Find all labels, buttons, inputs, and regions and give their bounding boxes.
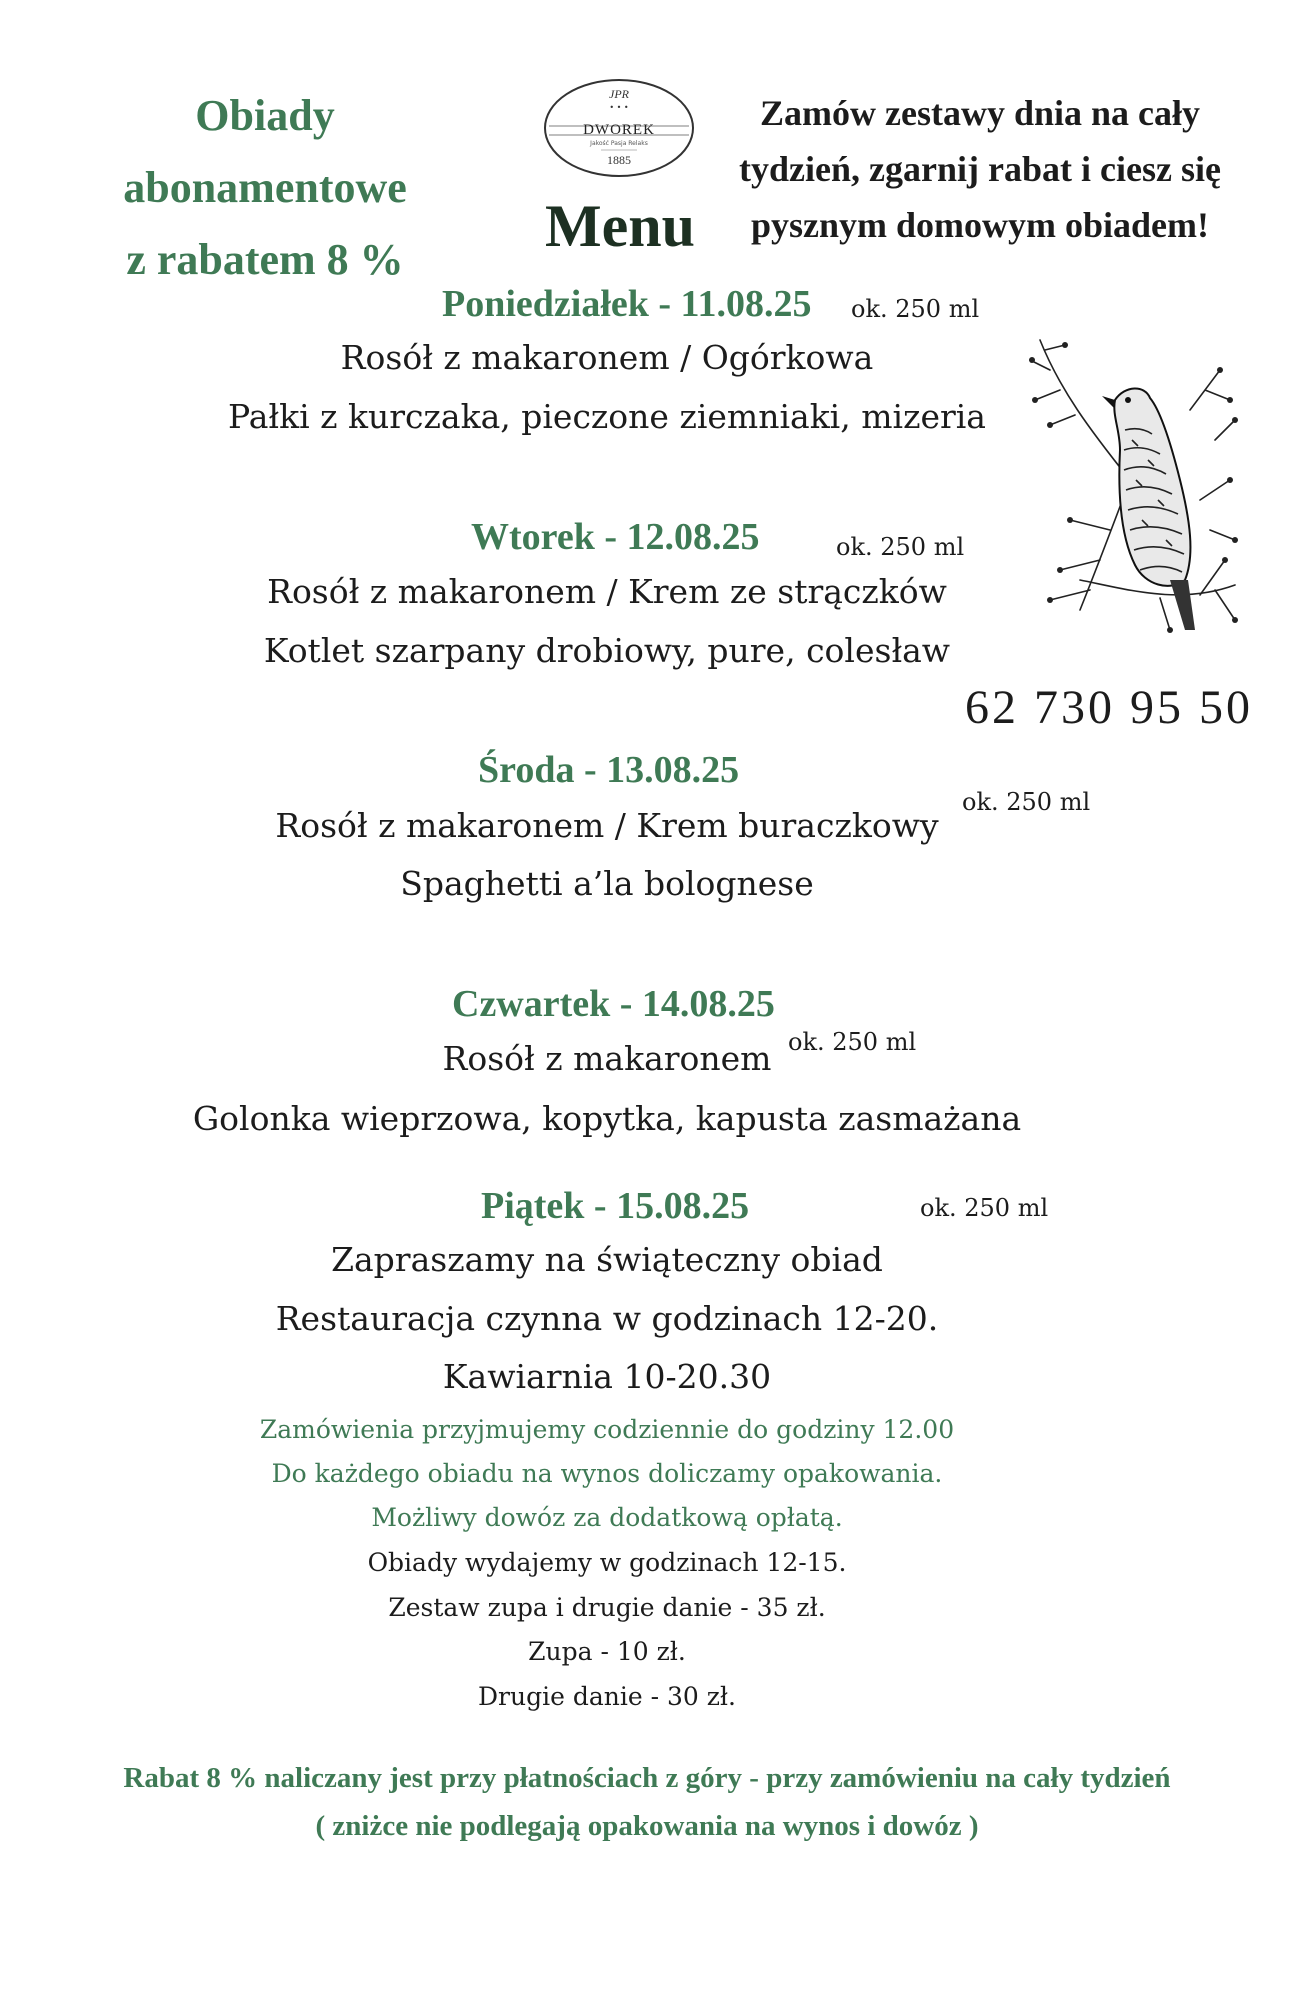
volume-friday: ok. 250 ml (920, 1194, 1049, 1222)
promo-left (70, 80, 460, 296)
dish-soup-thursday: Rosół z makaronem (442, 1039, 772, 1078)
promo-right-line: Zamów zestawy dnia na cały (760, 93, 1200, 133)
note-hours: Obiady wydajemy w godzinach 12-15. (367, 1548, 847, 1577)
footer-exclusions: ( zniżce nie podlegają opakowania na wynos i dowóz ) (315, 1810, 979, 1842)
phone-number: 62 730 95 50 (965, 681, 1253, 734)
note-set-price: Zestaw zupa i drugie danie - 35 zł. (388, 1593, 826, 1622)
note-soup-price: Zupa - 10 zł. (528, 1637, 686, 1666)
dish-main-wednesday: Spaghetti a’la bolognese (400, 864, 814, 903)
dish-main-monday: Pałki z kurczaka, pieczone ziemniaki, mizeria (228, 397, 986, 436)
promo-right-line: tydzień, zgarnij rabat i ciesz się (739, 149, 1221, 189)
dish-main-tuesday: Kotlet szarpany drobiowy, pure, colesław (263, 631, 951, 670)
friday-line-2: Restauracja czynna w godzinach 12-20. (275, 1299, 939, 1338)
day-title-wednesday: Środa - 13.08.25 (478, 749, 740, 791)
dish-main-thursday: Golonka wieprzowa, kopytka, kapusta zasmażana (192, 1099, 1022, 1138)
day-title-monday: Poniedziałek - 11.08.25 (442, 283, 812, 325)
friday-line-3: Kawiarnia 10-20.30 (442, 1357, 772, 1396)
day-title-tuesday: Wtorek - 12.08.25 (471, 516, 760, 558)
note-main-price: Drugie danie - 30 zł. (478, 1682, 736, 1711)
day-title-friday: Piątek - 15.08.25 (481, 1185, 750, 1227)
menu-title: Menu (545, 193, 695, 259)
logo-name: DWOREK (583, 122, 655, 138)
dworek-logo (543, 78, 695, 178)
note-delivery: Możliwy dowóz za dodatkową opłatą. (371, 1503, 843, 1532)
day-title-thursday: Czwartek - 14.08.25 (452, 983, 775, 1025)
volume-tuesday: ok. 250 ml (836, 533, 965, 561)
logo-monogram: JPR (609, 87, 629, 101)
logo-oval (543, 78, 695, 178)
volume-thursday: ok. 250 ml (788, 1028, 917, 1056)
dish-soup-tuesday: Rosół z makaronem / Krem ze strączków (267, 572, 947, 611)
dish-soup-wednesday: Rosół z makaronem / Krem buraczkowy (275, 806, 939, 845)
promo-left-line: z rabatem 8 % (126, 235, 404, 284)
logo-dots: • • • (609, 103, 629, 112)
promo-right-line: pysznym domowym obiadem! (750, 205, 1209, 245)
friday-line-1: Zapraszamy na świąteczny obiad (331, 1240, 883, 1279)
promo-left-line: abonamentowe (123, 163, 407, 212)
volume-wednesday: ok. 250 ml (962, 788, 1091, 816)
volume-monday: ok. 250 ml (851, 295, 980, 323)
dish-soup-monday: Rosół z makaronem / Ogórkowa (340, 338, 874, 377)
logo-tagline: Jakość Pasja Relaks (590, 140, 648, 147)
logo-year: 1885 (607, 153, 631, 167)
note-packaging: Do każdego obiadu na wynos doliczamy opakowania. (271, 1459, 943, 1488)
promo-left-line: Obiady (195, 91, 335, 140)
footer-discount: Rabat 8 % naliczany jest przy płatnościach z góry - przy zamówieniu na cały tydzień (123, 1762, 1171, 1794)
note-orders: Zamówienia przyjmujemy codziennie do godziny 12.00 (259, 1415, 955, 1444)
promo-right (720, 85, 1240, 253)
